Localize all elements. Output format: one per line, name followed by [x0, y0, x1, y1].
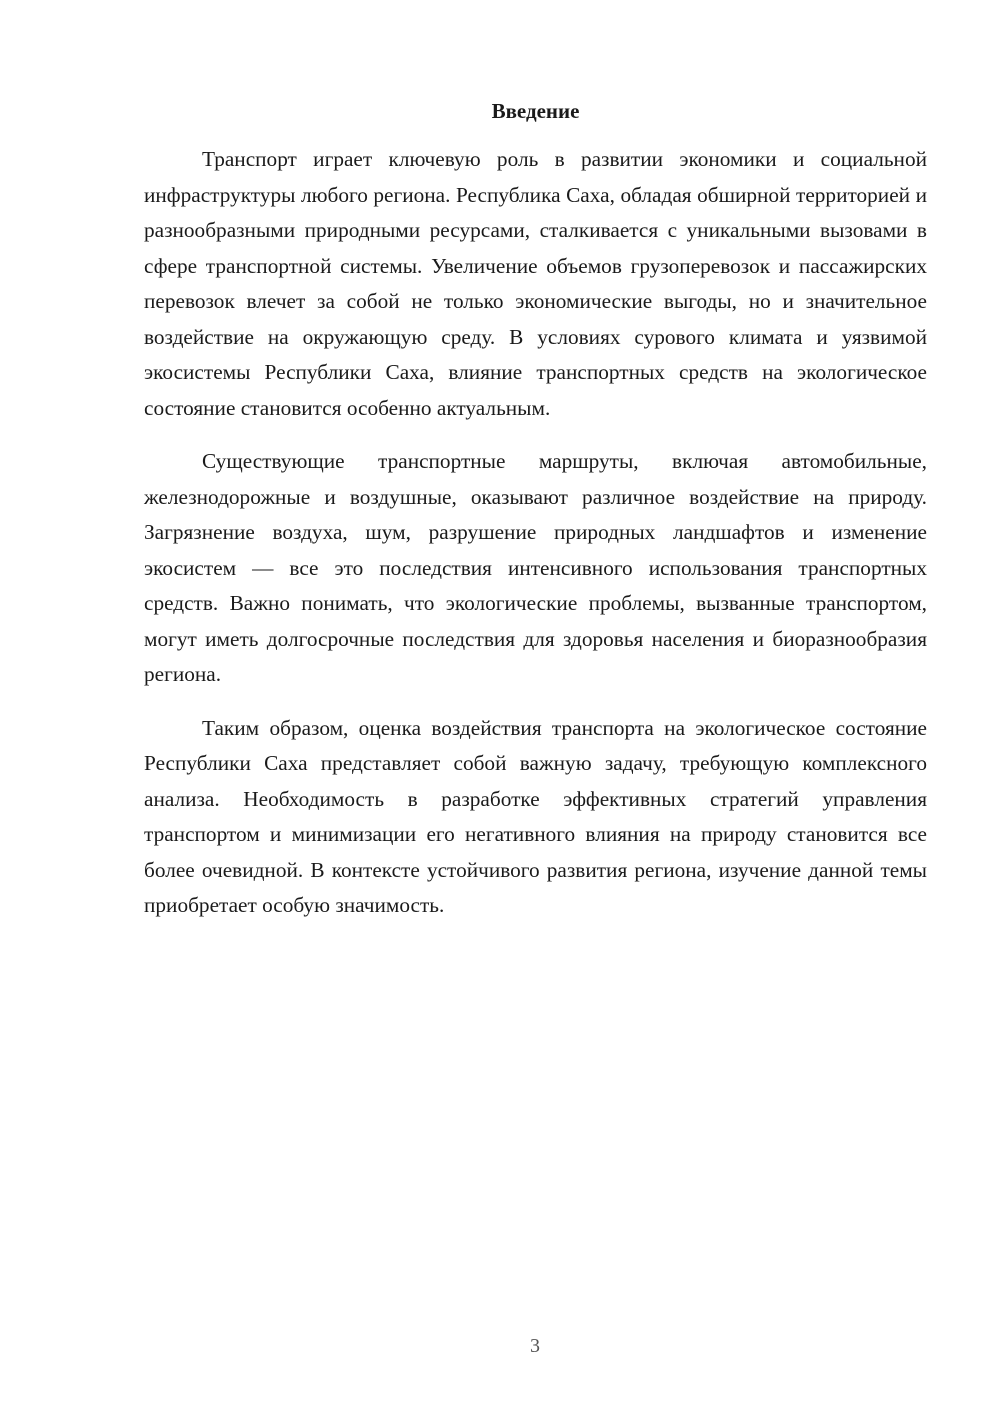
- paragraph: Транспорт играет ключевую роль в развитии экономики и социальной инфраструктуры любого региона. Республика Саха, обладая обширной территорией и разнообразными природными ресурсами, сталкивается с уникальными вызовами в сфере транспортной системы. Увеличение объемов грузоперевозок и пассажирских перевозок влечет за собой не только экономические выгоды, но и значительное воздействие на окружающую среду. В условиях сурового климата и уязвимой экосистемы Республики Саха, влияние транспортных средств на экологическое состояние становится особенно актуальным.: [144, 147, 927, 420]
- section-heading: Введение: [491, 99, 580, 123]
- body-text: [144, 142, 927, 942]
- paragraph: Существующие транспортные маршруты, включая автомобильные, железнодорожные и воздушные, оказывают различное воздействие на природу. Загрязнение воздуха, шум, разрушение природных ландшафтов и изменение экосистем — все это последствия интенсивного использования транспортных средств. Важно понимать, что экологические проблемы, вызванные транспортом, могут иметь долгосрочные последствия для здоровья населения и биоразнообразия региона.: [144, 449, 927, 686]
- page-number: 3: [530, 1335, 540, 1357]
- paragraph: Таким образом, оценка воздействия транспорта на экологическое состояние Республики Саха представляет собой важную задачу, требующую комплексного анализа. Необходимость в разработке эффективных стратегий управления транспортом и минимизации его негативного влияния на природу становится все более очевидной. В контексте устойчивого развития региона, изучение данной темы приобретает особую значимость.: [144, 715, 927, 917]
